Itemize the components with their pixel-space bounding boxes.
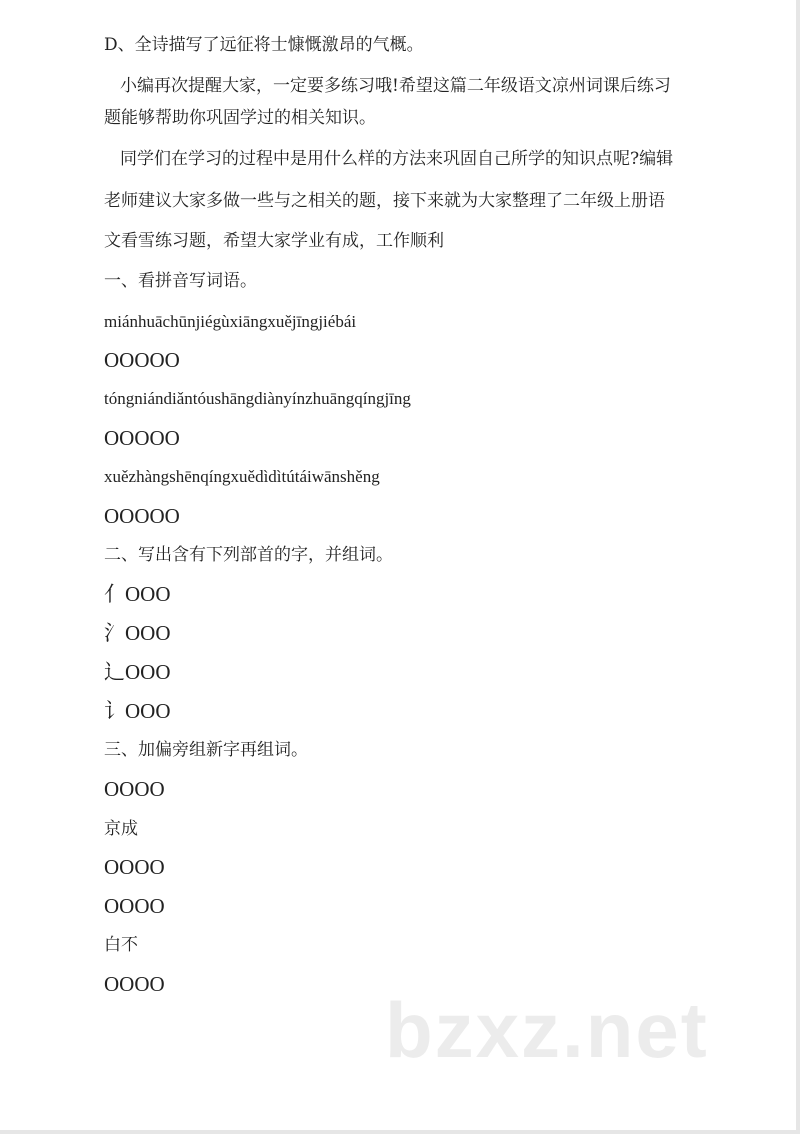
paragraph-line: 文看雪练习题，希望大家学业有成，工作顺利	[104, 231, 444, 251]
answer-blanks: OOOOO	[104, 426, 180, 450]
option-d: D、全诗描写了远征将士慷慨激昂的气概。	[104, 35, 424, 55]
answer-blanks: OOOO	[104, 777, 165, 801]
radical-line: 辶OOO	[104, 660, 171, 684]
watermark: bzxz.net	[385, 986, 709, 1074]
pinyin-line: xuězhàngshēnqíngxuědìdìtútáiwānshěng	[104, 467, 380, 486]
radical-line: 亻OOO	[104, 582, 171, 606]
pinyin-line: tóngniándiǎntóushāngdiànyínzhuāngqíngjīng	[104, 389, 411, 408]
section-heading-2: 二、写出含有下列部首的字，并组词。	[104, 545, 393, 565]
character-pair: 京成	[104, 819, 138, 839]
answer-blanks: OOOOO	[104, 348, 180, 372]
answer-blanks: OOOO	[104, 855, 165, 879]
section-heading-3: 三、加偏旁组新字再组词。	[104, 740, 308, 760]
paragraph-line: 题能够帮助你巩固学过的相关知识。	[104, 108, 376, 128]
answer-blanks: OOOO	[104, 972, 165, 996]
answer-blanks: OOOO	[104, 894, 165, 918]
paragraph-line: 小编再次提醒大家，一定要多练习哦!希望这篇二年级语文凉州词课后练习	[120, 76, 671, 96]
paragraph-line: 老师建议大家多做一些与之相关的题，接下来就为大家整理了二年级上册语	[104, 191, 665, 211]
radical-line: 氵OOO	[104, 621, 171, 645]
page-edge	[796, 0, 800, 1134]
page-edge	[0, 1130, 800, 1134]
radical-line: 讠OOO	[104, 699, 171, 723]
answer-blanks: OOOOO	[104, 504, 180, 528]
character-pair: 白不	[104, 935, 138, 955]
section-heading-1: 一、看拼音写词语。	[104, 271, 257, 291]
pinyin-line: miánhuāchūnjiégùxiāngxuějīngjiébái	[104, 312, 357, 331]
paragraph-line: 同学们在学习的过程中是用什么样的方法来巩固自己所学的知识点呢?编辑	[120, 149, 674, 169]
